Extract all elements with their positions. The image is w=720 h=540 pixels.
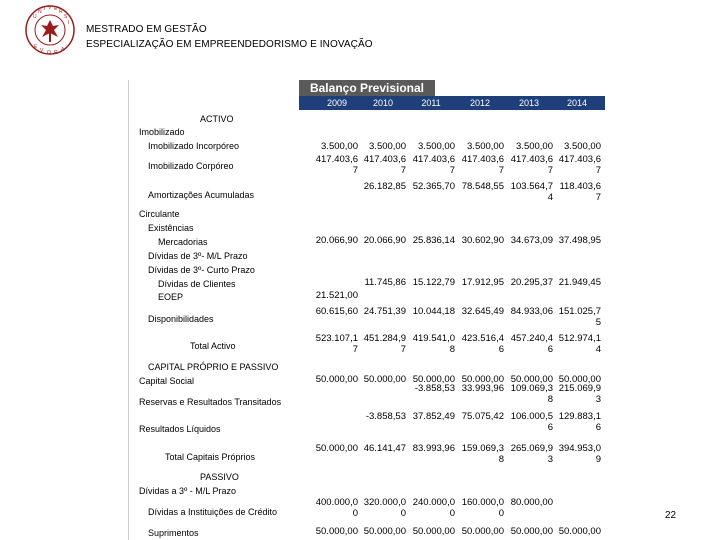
cell-imob-incorporeo-2010: 3.500,00 <box>369 141 406 152</box>
cell-capital-social-2012: 50.000,00 <box>461 374 504 385</box>
svg-text:S: S <box>64 14 68 20</box>
label-mercadorias: Mercadorias <box>158 237 208 247</box>
label-cp-passivo: CAPITAL PRÓPRIO E PASSIVO <box>148 362 279 372</box>
cell-total-cp-2010: 46.141,47 <box>363 443 406 454</box>
cell-total-activo-2012: 423.516,4 6 <box>461 333 504 355</box>
cell-imob-corporeo-2009: 417.403,6 7 <box>315 154 358 176</box>
page-number: 22 <box>665 510 677 521</box>
cell-reservas-2013: 109.069,3 8 <box>510 383 553 405</box>
cell-mercadorias-2013: 34.673,09 <box>510 235 553 246</box>
label-eoep: EOEP <box>158 292 184 302</box>
header-line-1: MESTRADO EM GESTÃO <box>86 24 207 35</box>
label-capital-social: Capital Social <box>139 376 195 386</box>
cell-total-cp-2014: 394.953,0 9 <box>558 443 601 465</box>
label-dividas-terceiros-ml: Dívidas a 3º - M/L Prazo <box>139 486 236 496</box>
label-disponibilidades: Disponibilidades <box>148 314 214 324</box>
year-2013: 2013 <box>518 98 540 108</box>
cell-dividas-credito-2011: 240.000,0 0 <box>412 497 455 519</box>
label-imobilizado: Imobilizado <box>139 127 185 137</box>
label-dividas-3-cp: Dívidas de 3º- Curto Prazo <box>148 265 255 275</box>
cell-amortizacoes-2011: 52.365,70 <box>412 181 455 192</box>
cell-total-activo-2014: 512.974,1 4 <box>558 333 601 355</box>
cell-resultados-2011: 37.852,49 <box>412 411 455 422</box>
cell-total-activo-2011: 419.541,0 8 <box>412 333 455 355</box>
cell-mercadorias-2014: 37.498,95 <box>558 235 601 246</box>
cell-dividas-credito-2012: 160.000,0 0 <box>461 497 504 519</box>
cell-mercadorias-2011: 25.836,14 <box>412 235 455 246</box>
cell-imob-incorporeo-2011: 3.500,00 <box>418 141 455 152</box>
label-suprimentos: Suprimentos <box>148 528 199 538</box>
cell-capital-social-2014: 50.000,00 <box>558 374 601 385</box>
label-dividas-3-ml: Dívidas de 3º- M/L Prazo <box>148 251 248 261</box>
svg-text:I: I <box>44 6 46 12</box>
svg-text:R: R <box>59 9 63 15</box>
header-line-2: ESPECIALIZAÇÃO EM EMPREENDEDORISMO E INOVAÇÃO <box>86 39 373 50</box>
cell-imob-incorporeo-2014: 3.500,00 <box>564 141 601 152</box>
cell-capital-social-2009: 50.000,00 <box>315 374 358 385</box>
university-logo <box>24 4 76 56</box>
cell-imob-corporeo-2013: 417.403,6 7 <box>510 154 553 176</box>
cell-total-cp-2013: 265.069,9 3 <box>510 443 553 465</box>
cell-suprimentos-2010: 50.000,00 <box>363 526 406 537</box>
cell-dividas-credito-2013: 80.000,00 <box>510 497 553 508</box>
cell-amortizacoes-2012: 78.548,55 <box>461 181 504 192</box>
cell-mercadorias-2012: 30.602,90 <box>461 235 504 246</box>
label-passivo: PASSIVO <box>200 472 239 482</box>
cell-reservas-2011: -3.858,53 <box>414 383 455 394</box>
svg-text:I: I <box>68 20 70 26</box>
cell-reservas-2012: 33.993,96 <box>461 383 504 394</box>
svg-text:A: A <box>61 47 65 53</box>
year-2012: 2012 <box>469 98 491 108</box>
label-imob-incorporeo: Imobilizado Incorpóreo <box>148 141 240 151</box>
cell-disponibilidades-2011: 10.044,18 <box>412 306 455 317</box>
cell-imob-corporeo-2011: 417.403,6 7 <box>412 154 455 176</box>
table-title: Balanço Previsional <box>299 80 435 96</box>
cell-reservas-2014: 215.069,9 3 <box>558 383 601 405</box>
cell-total-activo-2009: 523.107,1 7 <box>315 333 358 355</box>
cell-resultados-2014: 129.883,1 6 <box>558 411 601 433</box>
cell-imob-corporeo-2010: 417.403,6 7 <box>363 154 406 176</box>
svg-text:E: E <box>34 44 38 50</box>
cell-imob-corporeo-2014: 417.403,6 7 <box>558 154 601 176</box>
cell-suprimentos-2012: 50.000,00 <box>461 526 504 537</box>
year-2009: 2009 <box>326 98 348 108</box>
cell-mercadorias-2009: 20.066,90 <box>315 235 358 246</box>
cell-total-cp-2012: 159.069,3 8 <box>461 443 504 465</box>
cell-amortizacoes-2010: 26.182,85 <box>363 181 406 192</box>
svg-text:R: R <box>54 50 58 56</box>
cell-dividas-clientes-2011: 15.122,79 <box>412 277 455 288</box>
svg-text:O: O <box>47 50 51 56</box>
cell-dividas-clientes-2014: 21.949,45 <box>558 277 601 288</box>
cell-suprimentos-2011: 50.000,00 <box>412 526 455 537</box>
cell-amortizacoes-2013: 103.564,7 4 <box>510 181 553 203</box>
cell-dividas-credito-2010: 320.000,0 0 <box>363 497 406 519</box>
cell-resultados-2010: -3.858,53 <box>365 411 406 422</box>
svg-text:N: N <box>38 9 42 15</box>
label-circulante: Circulante <box>139 209 180 219</box>
cell-imob-incorporeo-2012: 3.500,00 <box>467 141 504 152</box>
cell-capital-social-2011: 50.000,00 <box>412 374 455 385</box>
svg-text:U: U <box>33 14 37 20</box>
cell-imob-incorporeo-2009: 3.500,00 <box>321 141 358 152</box>
label-resultados: Resultados Líquidos <box>139 424 221 434</box>
cell-resultados-2012: 75.075,42 <box>461 411 504 422</box>
cell-total-activo-2013: 457.240,4 6 <box>510 333 553 355</box>
cell-disponibilidades-2014: 151.025,7 5 <box>558 306 601 328</box>
cell-mercadorias-2010: 20.066,90 <box>363 235 406 246</box>
cell-suprimentos-2014: 50.000,00 <box>558 526 601 537</box>
year-2014: 2014 <box>566 98 588 108</box>
svg-text:V: V <box>48 5 52 11</box>
label-imob-corporeo: Imobilizado Corpóreo <box>148 161 234 171</box>
cell-amortizacoes-2014: 118.403,6 7 <box>559 181 601 203</box>
cell-dividas-clientes-2012: 17.912,95 <box>461 277 504 288</box>
cell-suprimentos-2013: 50.000,00 <box>510 526 553 537</box>
cell-imob-incorporeo-2013: 3.500,00 <box>516 141 553 152</box>
cell-dividas-clientes-2013: 20.295,37 <box>510 277 553 288</box>
label-activo: ACTIVO <box>200 114 234 124</box>
cell-suprimentos-2009: 50.000,00 <box>315 526 358 537</box>
svg-text:V: V <box>40 48 44 54</box>
label-total-activo: Total Activo <box>190 341 236 351</box>
svg-text:E: E <box>54 6 58 12</box>
label-existencias: Existências <box>148 223 194 233</box>
cell-total-cp-2011: 83.993,96 <box>412 443 455 454</box>
year-2010: 2010 <box>372 98 394 108</box>
label-reservas: Reservas e Resultados Transitados <box>139 397 282 407</box>
label-dividas-clientes: Dívidas de Clientes <box>158 279 236 289</box>
cell-eoep-2009: 21.521,00 <box>315 290 358 301</box>
cell-disponibilidades-2012: 32.645,49 <box>461 306 504 317</box>
cell-dividas-credito-2009: 400.000,0 0 <box>315 497 358 519</box>
label-total-cp: Total Capitais Próprios <box>165 452 256 462</box>
label-dividas-credito: Dívidas a Instituições de Crédito <box>148 507 278 517</box>
cell-total-activo-2010: 451.284,9 7 <box>363 333 406 355</box>
label-amortizacoes: Amortizações Acumuladas <box>148 190 255 200</box>
cell-imob-corporeo-2012: 417.403,6 7 <box>461 154 504 176</box>
cell-resultados-2013: 106.000,5 6 <box>510 411 553 433</box>
cell-total-cp-2009: 50.000,00 <box>315 443 358 454</box>
cell-capital-social-2013: 50.000,00 <box>510 374 553 385</box>
cell-disponibilidades-2010: 24.751,39 <box>363 306 406 317</box>
cell-disponibilidades-2009: 60.615,60 <box>315 306 358 317</box>
cell-dividas-clientes-2010: 11.745,86 <box>364 277 406 288</box>
cell-capital-social-2010: 50.000,00 <box>363 374 406 385</box>
cell-disponibilidades-2013: 84.933,06 <box>510 306 553 317</box>
year-2011: 2011 <box>421 98 441 108</box>
